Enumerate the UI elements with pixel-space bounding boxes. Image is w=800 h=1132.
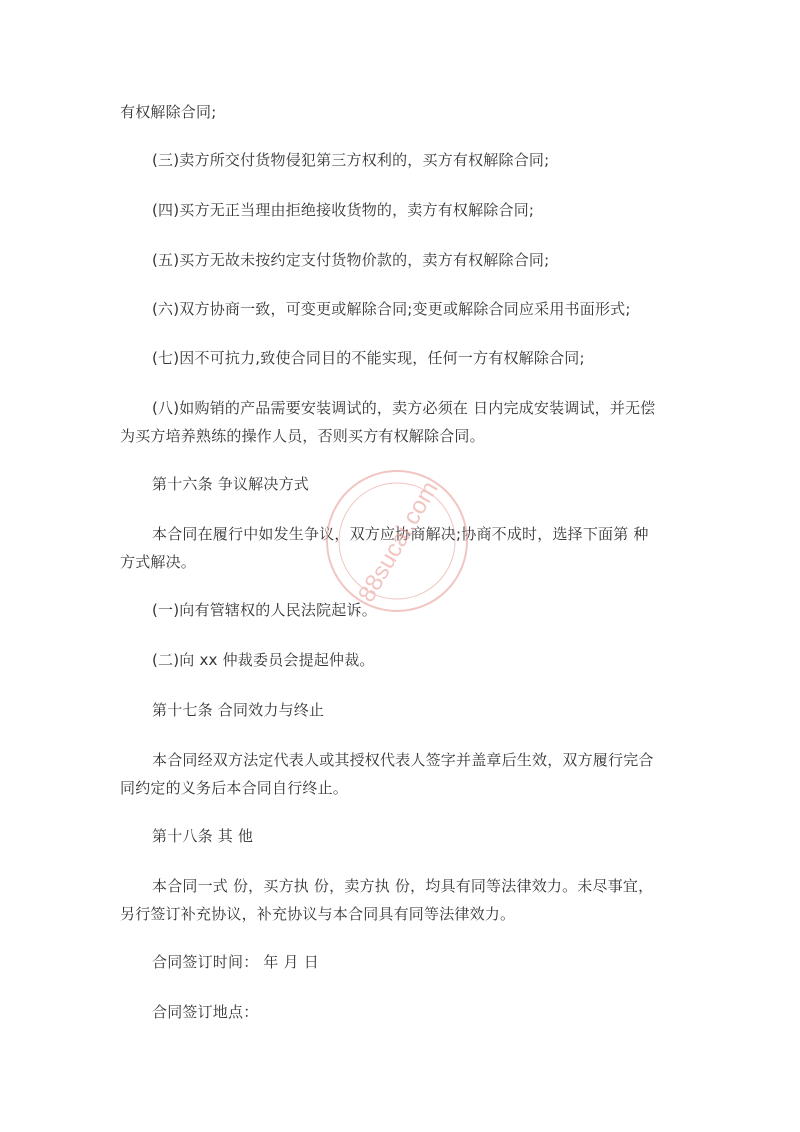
clause-eight-cont: 为买方培养熟练的操作人员，否则买方有权解除合同。 — [120, 427, 485, 445]
option-one: (一)向有管辖权的人民法院起诉。 — [152, 601, 377, 619]
paragraph-line: 有权解除合同; — [120, 103, 217, 121]
clause-four: (四)买方无正当理由拒绝接收货物的，卖方有权解除合同; — [152, 201, 535, 219]
clause-three: (三)卖方所交付货物侵犯第三方权利的，买方有权解除合同; — [152, 151, 550, 169]
watermark-text: 88sucai.com — [352, 476, 444, 607]
article-eighteen-body-cont: 另行签订补充协议，补充协议与本合同具有同等法律效力。 — [120, 905, 516, 923]
article-seventeen-heading: 第十七条 合同效力与终止 — [152, 701, 325, 719]
article-sixteen-body-cont: 方式解决。 — [120, 553, 197, 571]
clause-six: (六)双方协商一致，可变更或解除合同;变更或解除合同应采用书面形式; — [152, 300, 631, 318]
article-seventeen-body-cont: 同约定的义务后本合同自行终止。 — [120, 779, 349, 797]
clause-eight: (八)如购销的产品需要安装调试的，卖方必须在 日内完成安装调试，并无偿 — [152, 399, 656, 417]
option-two: (二)向 xx 仲裁委员会提起仲裁。 — [152, 651, 375, 669]
article-sixteen-heading: 第十六条 争议解决方式 — [152, 475, 309, 493]
signing-time: 合同签订时间： 年 月 日 — [152, 953, 319, 971]
signing-place: 合同签订地点： — [152, 1003, 259, 1021]
article-eighteen-body: 本合同一式 份，买方执 份，卖方执 份，均具有同等法律效力。未尽事宜， — [152, 877, 654, 895]
article-eighteen-heading: 第十八条 其 他 — [152, 827, 254, 845]
article-sixteen-body: 本合同在履行中如发生争议，双方应协商解决;协商不成时，选择下面第 种 — [152, 525, 649, 543]
clause-seven: (七)因不可抗力,致使合同目的不能实现，任何一方有权解除合同; — [152, 349, 585, 367]
article-seventeen-body: 本合同经双方法定代表人或其授权代表人签字并盖章后生效，双方履行完合 — [152, 751, 654, 769]
clause-five: (五)买方无故未按约定支付货物价款的，卖方有权解除合同; — [152, 251, 550, 269]
